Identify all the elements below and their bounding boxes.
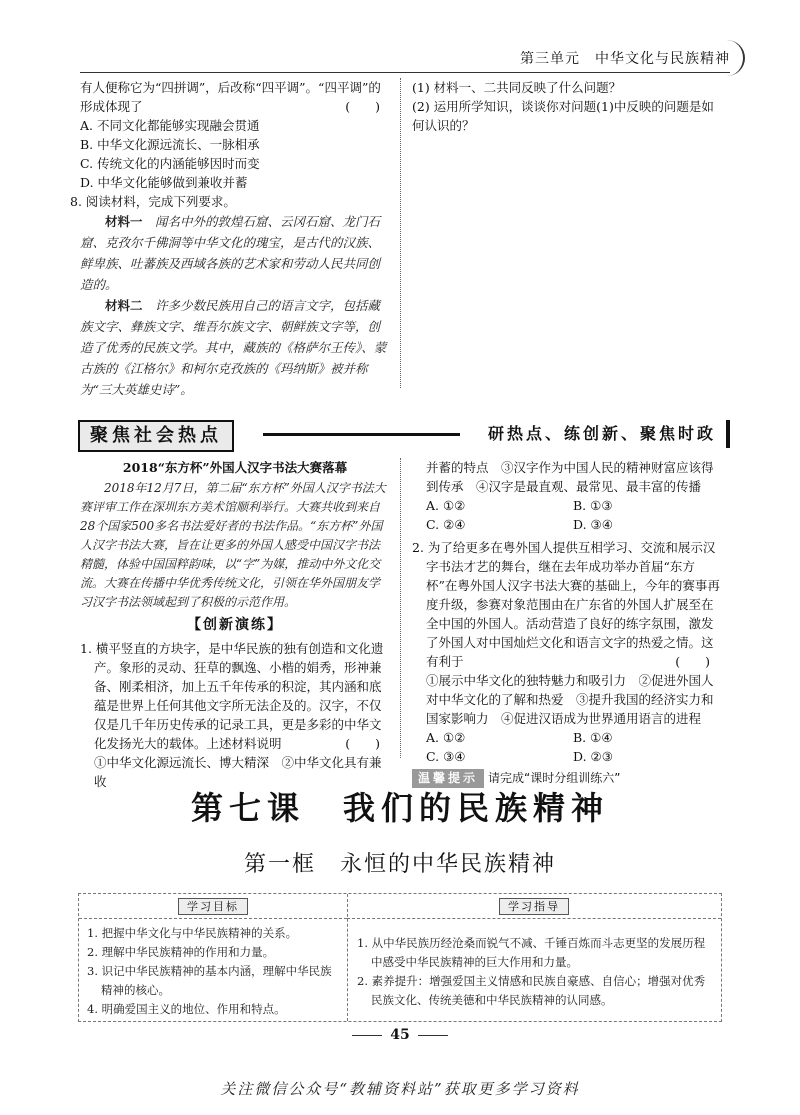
left-top-column xyxy=(70,78,390,400)
q7-line-2 xyxy=(80,97,390,116)
goals-right-list xyxy=(357,934,713,1010)
practice-q1-text: 1. 横平竖直的方块字，是中华民族的独有创造和文化遗产。象形的灵动、狂草的飘逸、小楷的娟秀，形神兼备、刚柔相济，加上五千年传承的积淀，其内涵和底蕴是世界上任何其他文字所无法企及的。汉字，不仅仅是几千年历史传承的记录工具，更是多彩的中华文化发扬光大的载体。上述材料说明 xyxy=(80,641,384,751)
practice-q1-choices-cont: 并蓄的特点 ③汉字作为中国人民的精神财富应该得到传承 ④汉字是最直观、最常见、最丰富的传播 xyxy=(426,460,714,494)
focus-banner-line xyxy=(263,433,460,436)
left-middle-column xyxy=(80,458,390,791)
warm-tip xyxy=(412,768,620,788)
goal-item-4: 4. 明确爱国主义的地位、作用和特点。 xyxy=(87,1002,286,1016)
goals-left-list xyxy=(87,924,339,1019)
material-1 xyxy=(80,211,390,295)
page-number-dash-right xyxy=(418,1035,448,1036)
q7-option-a: A. 不同文化都能够实现融会贯通 xyxy=(80,118,260,133)
material-1-label: 材料一 xyxy=(105,214,143,229)
practice-q2-option-b: B. ①④ xyxy=(573,730,613,745)
goals-divider xyxy=(347,894,348,1021)
practice-q1-option-a: A. ①② xyxy=(426,498,466,513)
goal-item-3: 3. 识记中华民族精神的基本内涵，理解中华民族精神的核心。 xyxy=(87,964,332,997)
practice-q1-stem xyxy=(80,639,390,753)
q7-answer-paren: ( ) xyxy=(345,99,380,114)
material-2-label: 材料二 xyxy=(105,298,143,313)
footer-note: 关注微信公众号“教辅资料站”获取更多学习资料 xyxy=(220,1080,580,1098)
warm-tip-label: 温馨提示 xyxy=(412,769,484,788)
page-number-dash-left xyxy=(352,1035,382,1036)
unit-header: 第三单元 中华文化与民族精神 xyxy=(520,51,730,67)
practice-q2-choices: ①展示中华文化的独特魅力和吸引力 ②促进外国人对中华文化的了解和热爱 ③提升我国的经济实力和国家影响力 ④促进汉语成为世界通用语言的进程 xyxy=(426,673,714,726)
q7-option-c: C. 传统文化的内涵能够因时而变 xyxy=(80,156,260,171)
goals-left-header xyxy=(79,894,347,919)
right-middle-column xyxy=(412,458,720,788)
practice-q2-options xyxy=(412,728,720,766)
right-top-column xyxy=(412,78,717,135)
practice-q1-option-b: B. ①③ xyxy=(573,498,613,513)
focus-banner xyxy=(78,420,730,450)
practice-q2-paren: ( ) xyxy=(675,654,710,669)
news-body: 2018年12月7日，第二届“东方杯”外国人汉字书法大赛评审工作在深圳东方美术馆顺利举行。大赛共收到来自28个国家500多名书法爱好者的书法作品。“东方杯”外国人汉字书法大赛，旨在让更多的外国人感受中国汉字书法精髓，体验中国国粹韵味，以“字”为媒，推动中外文化交流。大赛在传播中华优秀传统文化，引领在华外国朋友学习汉字书法领域起到了积极的示范作用。 xyxy=(80,481,386,609)
header-rule xyxy=(80,72,730,73)
news-title: 2018“东方杯”外国人汉字书法大赛落幕 xyxy=(122,460,348,475)
goal-item-2: 2. 理解中华民族精神的作用和力量。 xyxy=(87,945,275,959)
practice-q2-option-a: A. ①② xyxy=(426,730,466,745)
practice-q2-text: 2. 为了给更多在粤外国人提供互相学习、交流和展示汉字书法才艺的舞台，继在去年成功举办首届“东方杯”在粤外国人汉字书法大赛的基础上，今年的赛事再度升级，参赛对象范围由在广东省的外国人扩展至在全中国的外国人。活动营造了良好的练字氛围，激发了外国人对中国灿烂文化和语言文字的热爱之情。这有利于 xyxy=(412,540,720,669)
material-2-text: 许多少数民族用自己的语言文字，包括藏族文字、彝族文字、维吾尔族文字、朝鲜族文字等，创造了优秀的民族文学。其中，藏族的《格萨尔王传》、蒙古族的《江格尔》和柯尔克孜族的《玛纳斯》被并称为“三大英雄史诗”。 xyxy=(80,298,387,397)
q8-subquestion-2: (2) 运用所学知识，谈谈你对问题(1)中反映的问题是如何认识的？ xyxy=(412,99,714,133)
q8-stem: 8. 阅读材料，完成下列要求。 xyxy=(70,194,236,209)
q7-option-d: D. 中华文化能够做到兼收并蓄 xyxy=(80,175,248,190)
header-curve-decoration xyxy=(725,40,745,76)
practice-q1-option-d: D. ③④ xyxy=(573,517,613,532)
goals-right-label: 学习指导 xyxy=(499,898,569,915)
practice-q2-option-d: D. ②③ xyxy=(573,749,613,764)
practice-q1-paren: ( ) xyxy=(345,736,380,751)
column-divider-middle xyxy=(400,458,401,758)
q7-line-1: 有人便称它为“四拼调”，后改称“四平调”。“四平调”的 xyxy=(80,80,381,95)
practice-q1-option-c: C. ②④ xyxy=(426,517,466,532)
material-1-text: 闻名中外的敦煌石窟、云冈石窟、龙门石窟、克孜尔千佛洞等中华文化的瑰宝，是古代的汉族、鲜卑族、吐蕃族及西域各族的艺术家和劳动人民共同创造的。 xyxy=(80,214,381,292)
page-number-text: 45 xyxy=(390,1027,410,1043)
practice-label: 【创新演练】 xyxy=(187,617,283,633)
guide-item-1: 1. 从中华民族历经沧桑而锐气不减、千锤百炼而斗志更坚的发展历程中感受中华民族精神的巨大作用和力量。 xyxy=(357,936,706,969)
practice-q1-options xyxy=(412,496,720,534)
q7-line-2-text: 形成体现了 xyxy=(80,99,143,114)
material-2 xyxy=(80,295,390,400)
q7-option-b: B. 中华文化源远流长、一脉相承 xyxy=(80,137,260,152)
guide-item-2: 2. 素养提升：增强爱国主义情感和民族自豪感、自信心；增强对优秀民族文化、传统美德和中华民族精神的认同感。 xyxy=(357,974,706,1007)
focus-title: 聚焦社会热点 xyxy=(78,420,234,452)
lesson-title: 第七课 我们的民族精神 xyxy=(190,789,609,827)
goals-left-label: 学习目标 xyxy=(178,898,248,915)
q8-subquestion-1: (1) 材料一、二共同反映了什么问题？ xyxy=(412,80,622,95)
practice-q1-choices-start: ①中华文化源远流长、博大精深 ②中华文化具有兼收 xyxy=(94,755,382,789)
goal-item-1: 1. 把握中华文化与中华民族精神的关系。 xyxy=(87,926,298,940)
column-divider-top xyxy=(400,78,401,388)
practice-q2-stem xyxy=(412,538,720,671)
warm-tip-text: 请完成“课时分组训练六” xyxy=(488,771,621,785)
focus-subtitle: 研热点、练创新、聚焦时政 xyxy=(488,420,730,448)
practice-q2-option-c: C. ③④ xyxy=(426,749,466,764)
goals-right-header xyxy=(347,894,721,919)
learning-goals-table xyxy=(78,893,722,1022)
frame-title: 第一框 永恒的中华民族精神 xyxy=(243,852,556,877)
page-number xyxy=(0,1026,800,1045)
